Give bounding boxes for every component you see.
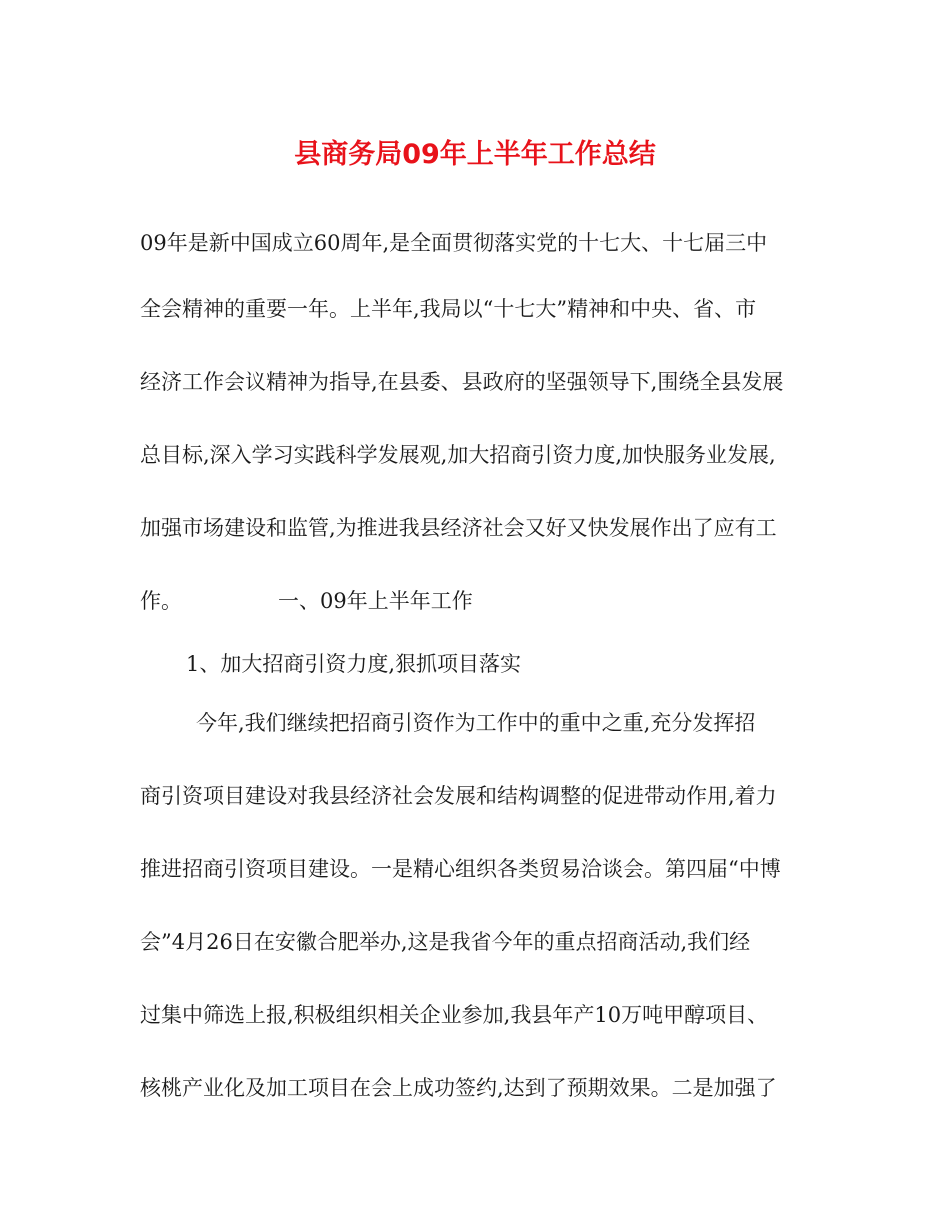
paragraph-line: 经济工作会议精神为指导,在县委、县政府的坚强领导下,围绕全县发展 bbox=[140, 370, 784, 394]
paragraph-line: 核桃产业化及加工项目在会上成功签约,达到了预期效果。二是加强了 bbox=[140, 1076, 777, 1100]
paragraph-line: 商引资项目建设对我县经济社会发展和结构调整的促进带动作用,着力 bbox=[140, 784, 777, 808]
document-title: 县商务局09年上半年工作总结 bbox=[294, 139, 656, 170]
paragraph-line: 会”4月26日在安徽合肥举办,这是我省今年的重点招商活动,我们经 bbox=[140, 930, 751, 954]
section-heading: 一、09年上半年工作 bbox=[278, 589, 473, 613]
paragraph-line: 总目标,深入学习实践科学发展观,加大招商引资力度,加快服务业发展, bbox=[140, 443, 776, 467]
subheading: 1、加大招商引资力度,狠抓项目落实 bbox=[186, 652, 522, 676]
paragraph-line-with-heading bbox=[140, 586, 473, 616]
paragraph-line: 今年,我们继续把招商引资作为工作中的重中之重,充分发挥招 bbox=[196, 711, 756, 735]
paragraph-line-end: 作。 bbox=[140, 589, 182, 613]
paragraph-line: 加强市场建设和监管,为推进我县经济社会又好又快发展作出了应有工 bbox=[140, 516, 777, 540]
paragraph-line: 推进招商引资项目建设。一是精心组织各类贸易洽谈会。第四届“中博 bbox=[140, 857, 781, 881]
paragraph-line: 09年是新中国成立60周年,是全面贯彻落实党的十七大、十七届三中 bbox=[140, 231, 768, 255]
paragraph-line: 过集中筛选上报,积极组织相关企业参加,我县年产10万吨甲醇项目、 bbox=[140, 1003, 769, 1027]
paragraph-line: 全会精神的重要一年。上半年,我局以“十七大”精神和中央、省、市 bbox=[140, 297, 757, 321]
